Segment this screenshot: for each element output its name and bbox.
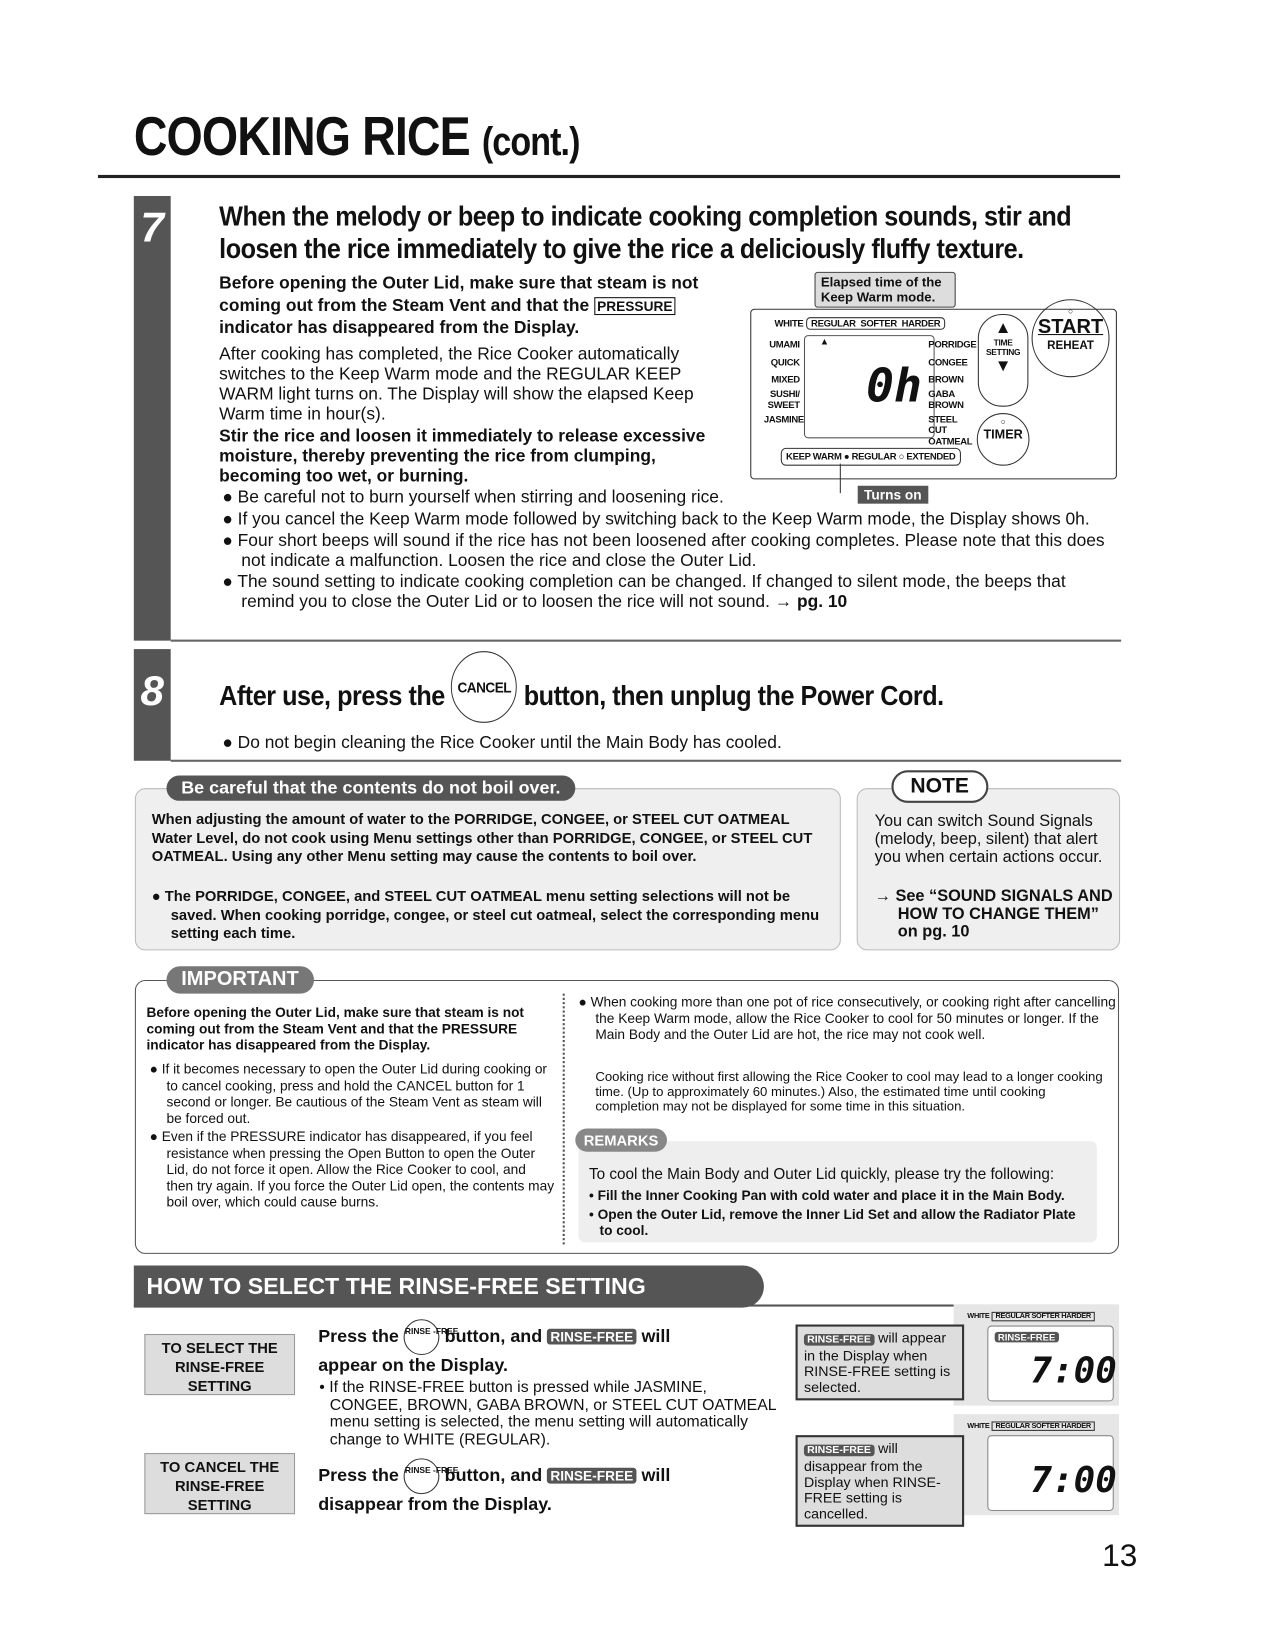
step-7-stir-instruction: Stir the rice and loosen it immediately to release excessive moisture, thereby preventing the rice from clumping, becoming too wet, or burning. — [219, 426, 706, 486]
bullet-item: ● Even if the PRESSURE indicator has disappeared, if you feel resistance when pressing the Open Button to open the Outer Lid, do not force it open. Allow the Rice Cooker to cool, and then try again. If you force the Outer Lid open, the contents may boil over, which could cause burns. — [149, 1128, 555, 1210]
timer-label: TIMER — [983, 426, 1023, 442]
rinse-free-tag: RINSE-FREE — [804, 1445, 874, 1457]
texture-labels: WHITE REGULAR SOFTER HARDER — [967, 1312, 1095, 1323]
disappear-callout: RINSE-FREE will disappear from the Display when RINSE-FREE setting is cancelled. — [796, 1435, 965, 1527]
bullet-item: ● Four short beeps will sound if the rice has not been loosened after cooking completes. Please note that this does not indicate a malfunction. Loosen the rice and close the Outer Lid. — [222, 531, 1105, 570]
cancel-instruction-cont: disappear from the Display. — [318, 1494, 552, 1515]
cancel-button-icon: CANCEL — [451, 651, 517, 723]
time-setting-label: TIME SETTING — [985, 338, 1021, 358]
appear-callout: RINSE-FREE will appear in the Display when RINSE-FREE setting is selected. — [796, 1325, 965, 1401]
cancel-instruction: Press the RINSE -FREE button, and RINSE-FREE will — [318, 1458, 670, 1494]
list-item: • Fill the Inner Cooking Pan with cold water and place it in the Main Body. — [589, 1187, 1065, 1204]
caution-bullet: ● The PORRIDGE, CONGEE, and STEEL CUT OATMEAL menu setting selections will not be saved. When cooking porridge, congee, or steel cut oatmeal, select the corresponding menu setting each time. — [151, 887, 820, 941]
time-setting-button[interactable] — [978, 314, 1029, 407]
divider — [171, 640, 1121, 642]
elapsed-time-display: 0h — [866, 359, 922, 414]
indicator-arrow-icon: ▲ — [819, 336, 830, 347]
callout-line — [840, 464, 841, 494]
list-item: • Open the Outer Lid, remove the Inner Lid Set and allow the Radiator Plate to cool. — [589, 1205, 1076, 1239]
page-title: COOKING RICE (cont.) — [133, 106, 580, 168]
step-8-bar: 8 — [134, 649, 171, 761]
caution-box — [135, 788, 841, 950]
step-7-heading: When the melody or beep to indicate cooking completion sounds, stir and loosen the rice immediately to give the rice a deliciously fluffy texture. — [219, 200, 1072, 265]
step-7-bar: 7 — [134, 196, 171, 641]
step-8-bullet: ● Do not begin cleaning the Rice Cooker until the Main Body has cooled. — [222, 733, 782, 753]
rinse-free-tag: RINSE-FREE — [804, 1334, 874, 1346]
time-display: 7:00 — [1030, 1349, 1117, 1392]
column-divider — [563, 994, 565, 1245]
down-arrow-icon: ▼ — [994, 357, 1012, 376]
rinse-free-button-icon: RINSE -FREE — [404, 1319, 440, 1355]
display-with-rinse-free — [954, 1304, 1119, 1405]
important-right-paragraph: Cooking rice without first allowing the Rice Cooker to cool may lead to a longer cooking time. (Up to approximately 60 minutes.) Also, the estimated time until cooking completion may not be displayed for some time in this situation. — [595, 1069, 1103, 1114]
note-body: You can switch Sound Signals (melody, beep, silent) that alert you when certain actions occur. — [874, 812, 1103, 867]
start-label: START — [1037, 316, 1104, 339]
start-button[interactable]: ○ START REHEAT — [1032, 299, 1110, 377]
control-panel-diagram — [750, 306, 1117, 480]
keep-warm-indicator: KEEP WARM ● REGULAR ○ EXTENDED — [781, 448, 961, 465]
texture-labels: WHITE REGULAR SOFTER HARDER — [967, 1421, 1095, 1432]
remarks-intro: To cool the Main Body and Outer Lid quickly, please try the following: — [589, 1166, 1055, 1184]
important-lead: Before opening the Outer Lid, make sure that steam is not coming out from the Steam Vent and that the PRESSURE indicator has disappeared from the Display. — [146, 1004, 525, 1053]
lcd-screen — [987, 1326, 1117, 1402]
step-7-warning: Before opening the Outer Lid, make sure that steam is not coming out from the Steam Vent and that the PRESSURE indicator has disappeared from the Display. — [219, 273, 699, 338]
divider — [171, 760, 1121, 762]
to-select-label: TO SELECT THE RINSE-FREE SETTING — [144, 1334, 295, 1395]
step-7-bullets — [222, 488, 1118, 611]
lcd-screen — [987, 1435, 1117, 1511]
remarks-title: REMARKS — [575, 1129, 666, 1152]
texture-labels: WHITE REGULAR SOFTER HARDER — [774, 318, 945, 329]
step-8-heading: After use, press the CANCEL button, then unplug the Power Cord. — [219, 672, 943, 723]
up-arrow-icon: ▲ — [994, 319, 1012, 338]
step-7-paragraph: After cooking has completed, the Rice Cooker automatically switches to the Keep Warm mode and the REGULAR KEEP WARM light turns on. The Display will show the elapsed Keep Warm time in hour(s). — [219, 344, 694, 424]
important-bullets — [150, 1061, 556, 1210]
remarks-list — [589, 1188, 1084, 1239]
select-instruction-cont: appear on the Display. — [318, 1355, 509, 1376]
bullet-item: ● Be careful not to burn yourself when stirring and loosening rice. — [222, 487, 724, 507]
bullet-item: ● If it becomes necessary to open the Outer Lid during cooking or to cancel cooking, press and hold the CANCEL button for 1 second or longer. Be cautious of the Steam Vent as steam will be forced out. — [149, 1061, 548, 1126]
note-reference: → See “SOUND SIGNALS AND HOW TO CHANGE THEM” on pg. 10 — [874, 887, 1113, 941]
reheat-label: REHEAT — [1047, 339, 1094, 352]
rinse-free-section-title: HOW TO SELECT THE RINSE-FREE SETTING — [134, 1265, 764, 1307]
lcd-screen — [804, 335, 935, 438]
time-display: 7:00 — [1030, 1459, 1117, 1502]
to-cancel-label: TO CANCEL THE RINSE-FREE SETTING — [144, 1453, 295, 1514]
rinse-free-tag: RINSE-FREE — [547, 1468, 636, 1484]
bullet-item: ● If you cancel the Keep Warm mode followed by switching back to the Keep Warm mode, the Display shows 0h. — [222, 509, 1090, 529]
rinse-free-tag: RINSE-FREE — [547, 1329, 636, 1345]
turns-on-callout: Turns on — [858, 486, 928, 504]
important-title: IMPORTANT — [166, 966, 313, 993]
remarks-box — [578, 1131, 1096, 1242]
right-menu-labels: PORRIDGE CONGEE BROWN GABA BROWN STEEL CUT OATMEAL — [928, 339, 977, 447]
caution-title: Be careful that the contents do not boil over. — [166, 776, 575, 801]
select-instruction: Press the RINSE -FREE button, and RINSE-FREE will — [318, 1319, 670, 1355]
note-box — [857, 788, 1120, 950]
note-title: NOTE — [891, 770, 987, 803]
select-note: • If the RINSE-FREE button is pressed while JASMINE, CONGEE, BROWN, GABA BROWN, or STEEL CUT OATMEAL menu setting is selected, the menu setting will automatically change to WHITE (REGULAR). — [319, 1378, 776, 1449]
title-rule — [98, 175, 1120, 178]
timer-button[interactable]: ○ TIMER — [977, 413, 1030, 466]
caution-body: When adjusting the amount of water to the PORRIDGE, CONGEE, or STEEL CUT OATMEAL Water Level, do not cook using Menu settings other than PORRIDGE, CONGEE, or STEEL CUT OATMEAL. Using any other Menu setting may cause the contents to boil over. — [151, 810, 813, 865]
important-right-bullet: ● When cooking more than one pot of rice consecutively, or cooking right after cancelling the Keep Warm mode, allow the Rice Cooker to cool for 50 minutes or longer. If the Main Body and the Outer Lid are hot, the rice may not cook well. — [578, 993, 1116, 1043]
display-without-rinse-free — [954, 1414, 1119, 1515]
elapsed-time-callout: Elapsed time of the Keep Warm mode. — [815, 272, 956, 308]
important-box — [135, 980, 1119, 1254]
page-number: 13 — [1102, 1538, 1138, 1574]
rinse-free-indicator: RINSE-FREE — [995, 1332, 1059, 1343]
bullet-item: ● The sound setting to indicate cooking completion can be changed. If changed to silent mode, the beeps that remind you to close the Outer Lid or to loosen the rice will not sound. → pg. 10 — [222, 572, 1066, 611]
left-menu-labels: UMAMI QUICK MIXED SUSHI/ SWEET JASMINE — [763, 339, 804, 425]
rinse-free-button-icon: RINSE -FREE — [404, 1458, 440, 1494]
